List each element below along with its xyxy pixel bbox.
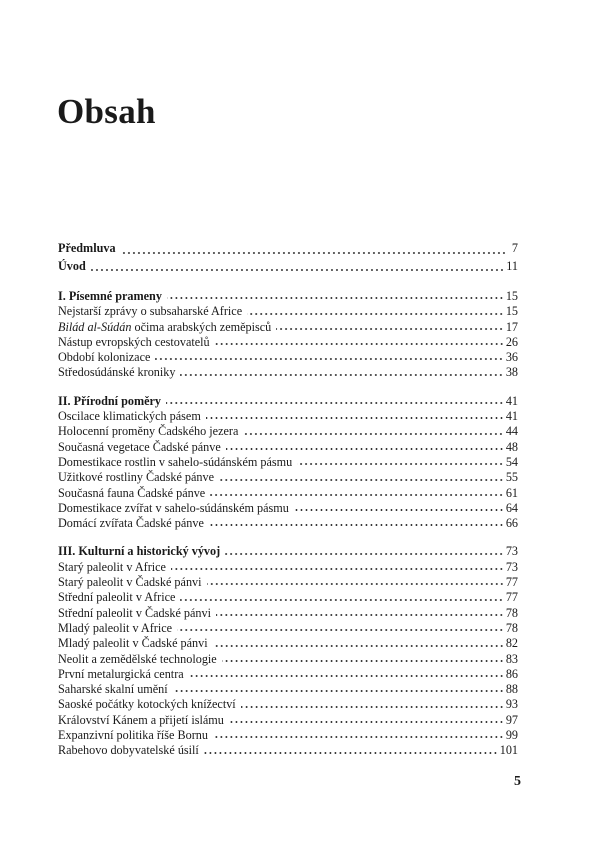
dot-leader [207, 582, 504, 586]
entry-title: Úvod [58, 258, 86, 273]
entry-page-number: 48 [505, 439, 518, 454]
entry-page-number: 15 [505, 304, 518, 319]
toc-entry [58, 697, 518, 712]
table-of-contents [58, 241, 518, 772]
entry-page-number: 78 [505, 605, 518, 620]
dot-leader [294, 508, 504, 512]
entry-title: Saoské počátky kotockých knížectví [58, 697, 236, 712]
dot-leader [177, 628, 504, 632]
toc-section [58, 394, 518, 532]
entry-page-number: 93 [505, 697, 518, 712]
entry-page-number: 38 [505, 365, 518, 380]
entry-title: Střední paleolit v Čadské pánvi [58, 605, 211, 620]
dot-leader [189, 674, 504, 678]
toc-entry [58, 335, 518, 350]
dot-leader [213, 644, 504, 648]
entry-title: III. Kulturní a historický vývoj [58, 544, 221, 559]
entry-title: Současná vegetace Čadské pánve [58, 439, 221, 454]
entry-page-number: 77 [505, 590, 518, 605]
entry-page-number: 99 [505, 728, 518, 743]
toc-entry [58, 455, 518, 470]
entry-title: Užitkové rostliny Čadské pánve [58, 470, 215, 485]
entry-page-number: 36 [505, 350, 518, 365]
toc-entry [58, 667, 518, 682]
dot-leader [171, 567, 504, 571]
dot-leader [180, 373, 503, 377]
entry-page-number: 61 [505, 485, 518, 500]
entry-page-number: 54 [505, 454, 518, 469]
front-matter [58, 241, 518, 276]
entry-title: Středosúdánské kroniky [58, 365, 176, 380]
entry-title: Království Kánem a přijetí islámu [58, 712, 224, 727]
toc-entry [58, 682, 518, 697]
entry-page-number: 101 [499, 743, 518, 758]
entry-title: Expanzivní politika říše Bornu [58, 728, 208, 743]
dot-leader [209, 523, 504, 527]
entry-title: II. Přírodní poměry [58, 393, 162, 408]
dot-leader [215, 342, 504, 346]
entry-page-number: 97 [505, 712, 518, 727]
toc-entry [58, 365, 518, 380]
toc-entry [58, 350, 518, 365]
toc-entry [58, 713, 518, 728]
dot-leader [297, 462, 504, 466]
toc-entry [58, 575, 518, 590]
toc-entry [58, 320, 518, 335]
dot-leader [91, 268, 504, 272]
dot-leader [121, 251, 506, 255]
entry-title: Mladý paleolit v Africe [58, 620, 173, 635]
toc-entry [58, 728, 518, 743]
toc-entry [58, 501, 518, 516]
entry-title: Starý paleolit v Čadské pánvi [58, 575, 202, 590]
entry-title: Starý paleolit v Africe [58, 559, 166, 574]
dot-leader [226, 447, 504, 451]
entry-title: První metalurgická centra [58, 666, 184, 681]
entry-page-number: 15 [505, 289, 518, 303]
entry-page-number: 77 [505, 575, 518, 590]
section-heading [58, 289, 518, 304]
entry-page-number: 44 [505, 424, 518, 439]
toc-entry [58, 621, 518, 636]
entry-page-number: 88 [505, 682, 518, 697]
entry-title: Mladý paleolit v Čadské pánvi [58, 636, 208, 651]
entry-page-number: 78 [505, 620, 518, 635]
page-title: Obsah [57, 92, 156, 131]
dot-leader [229, 720, 504, 724]
entry-page-number: 41 [505, 409, 518, 424]
entry-title: Oscilace klimatických pásem [58, 409, 201, 424]
entry-title-rest: očima arabských zeměpisců [131, 319, 272, 334]
entry-title: Domestikace rostlin v sahelo-súdánském pásmu [58, 454, 293, 469]
section-heading [58, 394, 518, 409]
dot-leader [247, 312, 504, 316]
entry-title: Domestikace zvířat v sahelo-súdánském pásmu [58, 500, 289, 515]
entry-page-number: 82 [505, 636, 518, 651]
toc-section [58, 289, 518, 381]
dot-leader [219, 478, 504, 482]
dot-leader [167, 296, 504, 300]
dot-leader [225, 552, 504, 556]
entry-title: Neolit a zemědělské technologie [58, 651, 217, 666]
entry-page-number: 41 [505, 393, 518, 408]
entry-title: Nástup evropských cestovatelů [58, 334, 210, 349]
entry-page-number: 83 [505, 651, 518, 666]
dot-leader [166, 401, 504, 405]
toc-entry [58, 516, 518, 531]
section-heading [58, 544, 518, 559]
entry-page-number: 64 [505, 500, 518, 515]
toc-section [58, 544, 518, 758]
toc-entry [58, 743, 518, 758]
toc-entry [58, 636, 518, 651]
entry-page-number: 55 [505, 470, 518, 485]
entry-title [58, 320, 271, 335]
toc-entry [58, 560, 518, 575]
toc-entry [58, 606, 518, 621]
entry-title: I. Písemné prameny [58, 289, 162, 303]
toc-entry [58, 304, 518, 319]
entry-title: Předmluva [58, 241, 116, 255]
entry-title: Holocenní proměny Čadského jezera [58, 424, 239, 439]
entry-title: Rabehovo dobyvatelské úsilí [58, 743, 199, 758]
entry-title-italic: Bilád al-Súdán [58, 319, 132, 334]
entry-title: Domácí zvířata Čadské pánve [58, 516, 204, 531]
dot-leader [204, 751, 498, 755]
entry-page-number: 86 [505, 666, 518, 681]
toc-entry [58, 241, 518, 259]
entry-page-number: 73 [505, 559, 518, 574]
toc-entry [58, 486, 518, 501]
dot-leader [216, 613, 504, 617]
entry-page-number: 73 [505, 544, 518, 559]
entry-title: Současná fauna Čadské pánve [58, 485, 206, 500]
entry-page-number: 17 [505, 319, 518, 334]
toc-entry [58, 470, 518, 485]
entry-title: Saharské skalní umění [58, 682, 168, 697]
dot-leader [243, 432, 503, 436]
dot-leader [222, 659, 504, 663]
entry-page-number: 7 [511, 241, 518, 255]
toc-entry [58, 424, 518, 439]
toc-entry [58, 409, 518, 424]
toc-entry [58, 652, 518, 667]
entry-page-number: 11 [506, 258, 518, 273]
dot-leader [206, 416, 504, 420]
toc-entry [58, 590, 518, 605]
dot-leader [241, 705, 504, 709]
entry-title: Nejstarší zprávy o subsaharské Africe [58, 304, 243, 319]
entry-page-number: 66 [505, 516, 518, 531]
dot-leader [155, 357, 503, 361]
toc-entry [58, 440, 518, 455]
page-number: 5 [514, 774, 521, 789]
dot-leader [210, 493, 504, 497]
toc-entry [58, 259, 518, 277]
entry-title: Období kolonizace [58, 350, 151, 365]
dot-leader [276, 327, 504, 331]
entry-title: Střední paleolit v Africe [58, 590, 176, 605]
entry-page-number: 26 [505, 334, 518, 349]
dot-leader [213, 735, 504, 739]
dot-leader [173, 689, 504, 693]
dot-leader [180, 598, 503, 602]
